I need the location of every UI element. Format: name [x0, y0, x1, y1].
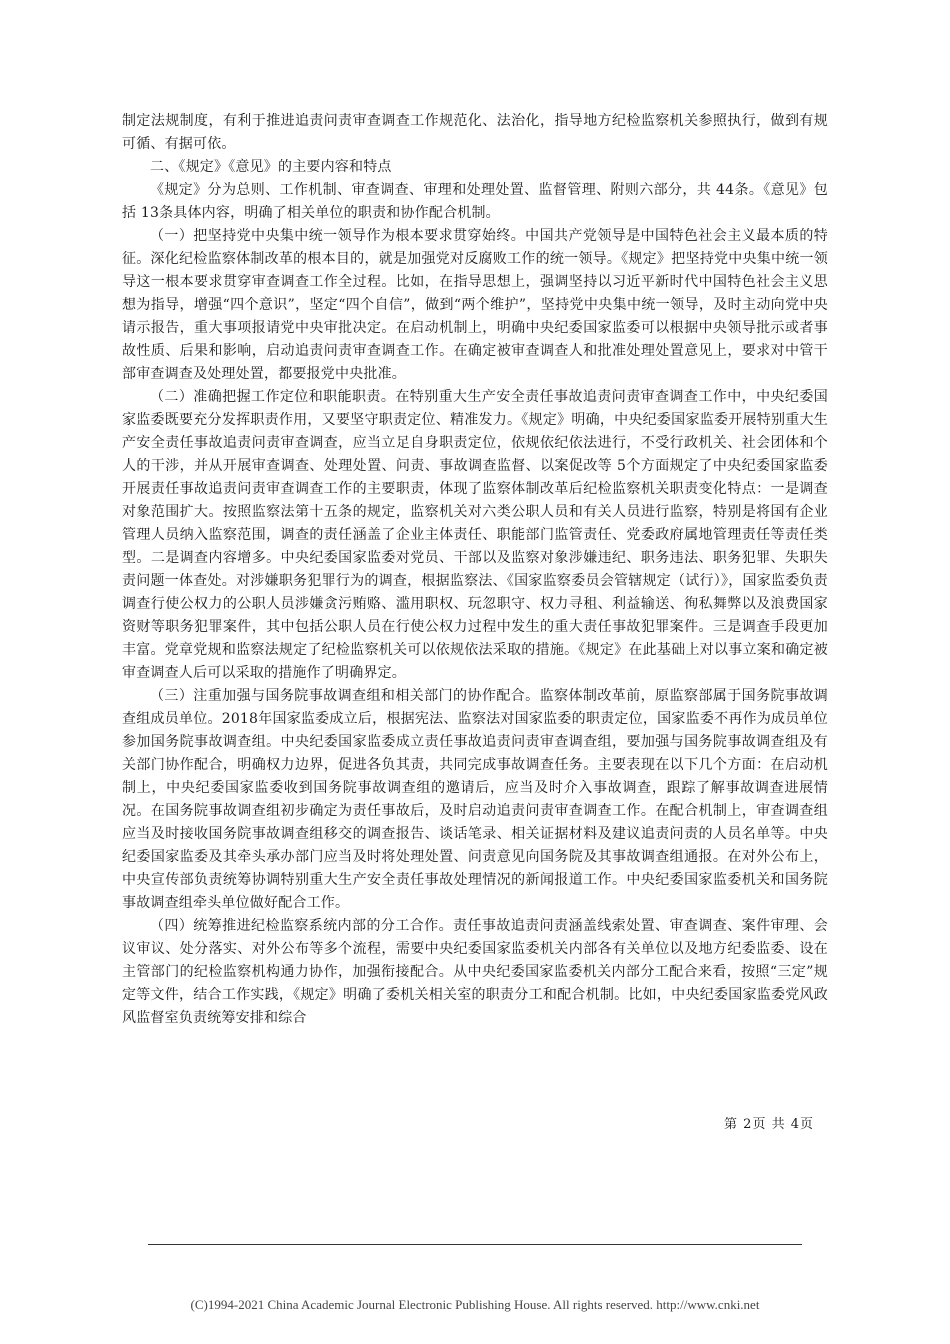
paragraph: （一）把坚持党中央集中统一领导作为根本要求贯穿始终。中国共产党领导是中国特色社会主义最本质的特征。深化纪检监察体制改革的根本目的，就是加强党对反腐败工作的统一领导。《规定》把坚持党中央集中统一领导这一根本要求贯穿审查调查工作全过程。比如，在指导思想上，强调坚持以习近平新时代中国特色社会主义思想为指导，增强“四个意识”，坚定“四个自信”，做到“两个维护”，坚持党中央集中统一领导，及时主动向党中央请示报告，重大事项报请党中央审批决定。在启动机制上，明确中央纪委国家监委可以根据中央领导批示或者事故性质、后果和影响，启动追责问责审查调查工作。在确定被审查调查人和批准处理处置意见上，要求对中管干部审查调查及处理处置，都要报党中央批准。 — [122, 228, 828, 382]
paragraph: （四）统筹推进纪检监察系统内部的分工合作。责任事故追责问责涵盖线索处置、审查调查、案件审理、会议审议、处分落实、对外公布等多个流程，需要中央纪委国家监委机关内部各有关单位以及地方纪委监委、设在主管部门的纪检监察机构通力协作，加强衔接配合。从中央纪委国家监委机关内部分工配合来看，按照“三定”规定等文件，结合工作实践，《规定》明确了委机关相关室的职责分工和配合机制。比如，中央纪委国家监委党风政风监督室负责统筹安排和综合 — [122, 918, 828, 1026]
footer-divider — [148, 1244, 802, 1245]
document-body — [122, 110, 828, 1030]
paragraph: （二）准确把握工作定位和职能职责。在特别重大生产安全责任事故追责问责审查调查工作中，中央纪委国家监委既要充分发挥职责作用，又要坚守职责定位、精准发力。《规定》明确，中央纪委国家监委开展特别重大生产安全责任事故追责问责审查调查，应当立足自身职责定位，依规依纪依法进行，不受行政机关、社会团体和个人的干涉，并从开展审查调查、处理处置、问责、事故调查监督、以案促改等 5个方面规定了中央纪委国家监委开展责任事故追责问责审查调查工作的主要职责，体现了监察体制改革后纪检监察机关职责变化特点：一是调查对象范围扩大。按照监察法第十五条的规定，监察机关对六类公职人员和有关人员进行监察，特别是将国有企业管理人员纳入监察范围，调查的责任涵盖了企业主体责任、职能部门监管责任、党委政府属地管理责任等责任类型。二是调查内容增多。中央纪委国家监委对党员、干部以及监察对象涉嫌违纪、职务违法、职务犯罪、失职失责问题一体查处。对涉嫌职务犯罪行为的调查，根据监察法、《国家监察委员会管辖规定（试行）》，国家监委负责调查行使公权力的公职人员涉嫌贪污贿赂、滥用职权、玩忽职守、权力寻租、利益输送、徇私舞弊以及浪费国家资财等职务犯罪案件，其中包括公职人员在行使公权力过程中发生的重大责任事故犯罪案件。三是调查手段更加丰富。党章党规和监察法规定了纪检监察机关可以依规依法采取的措施。《规定》在此基础上对以事立案和确定被审查调查人后可以采取的措施作了明确界定。 — [122, 389, 828, 681]
section-heading: 二、《规定》《意见》的主要内容和特点 — [150, 159, 392, 175]
paragraph: 《规定》分为总则、工作机制、审查调查、审理和处理处置、监督管理、附则六部分，共 44条。《意见》包括 13条具体内容，明确了相关单位的职责和协作配合机制。 — [122, 182, 828, 221]
paragraph: 制定法规制度，有利于推进追责问责审查调查工作规范化、法治化，指导地方纪检监察机关参照执行，做到有规可循、有据可依。 — [122, 113, 828, 152]
copyright-notice: (C)1994-2021 China Academic Journal Electronic Publishing House. All rights reserved. http://www.cnki.net — [190, 1297, 760, 1312]
paragraph: （三）注重加强与国务院事故调查组和相关部门的协作配合。监察体制改革前，原监察部属于国务院事故调查组成员单位。2018年国家监委成立后，根据宪法、监察法对国家监委的职责定位，国家监委不再作为成员单位参加国务院事故调查组。中央纪委国家监委成立责任事故追责问责审查调查组，要加强与国务院事故调查组及有关部门协作配合，明确权力边界，促进各负其责，共同完成事故调查任务。主要表现在以下几个方面：在启动机制上，中央纪委国家监委收到国务院事故调查组的邀请后，应当及时介入事故调查，跟踪了解事故调查进展情况。在国务院事故调查组初步确定为责任事故后，及时启动追责问责审查调查工作。在配合机制上，审查调查组应当及时接收国务院事故调查组移交的调查报告、谈话笔录、相关证据材料及建议追责问责的人员名单等。中央纪委国家监委及其牵头承办部门应当及时将处理处置、问责意见向国务院及其事故调查组通报。在对外公布上，中央宣传部负责统筹协调特别重大生产安全责任事故处理情况的新闻报道工作。中央纪委国家监委机关和国务院事故调查组牵头单位做好配合工作。 — [122, 688, 828, 911]
page-number: 第 2页 共 4页 — [724, 1117, 814, 1132]
